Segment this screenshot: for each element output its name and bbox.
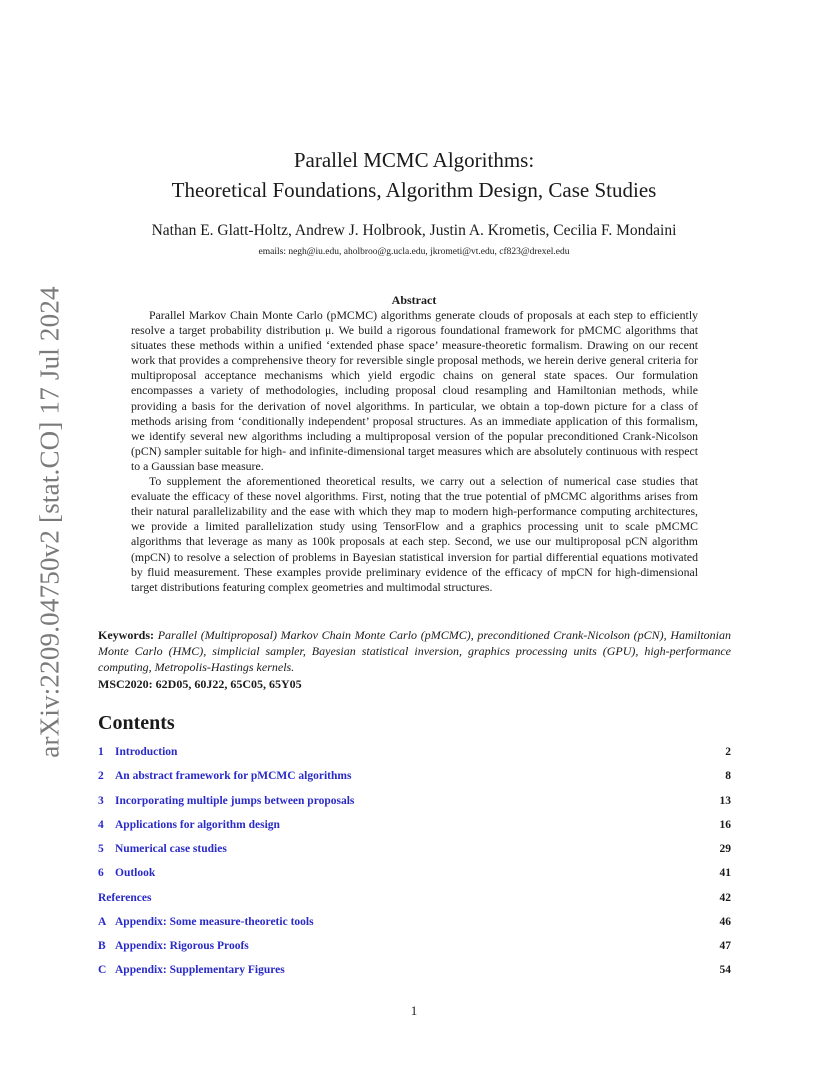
toc-page-number[interactable]: 29	[719, 843, 731, 855]
toc-page-number[interactable]: 13	[719, 795, 731, 807]
keywords-text: Parallel (Multiproposal) Markov Chain Monte Carlo (pMCMC), preconditioned Crank-Nicolson (pCN), Hamiltonian Monte Carlo (HMC), simplicial sampler, Bayesian statistical inversion, graphics processing units (GPU), high-performance computing, Metropolis-Hastings kernels.	[98, 628, 732, 674]
toc-entry-link[interactable]: References	[98, 892, 152, 904]
paper-title-line-2: Theoretical Foundations, Algorithm Design, Case Studies	[171, 178, 657, 202]
abstract-paragraph-2: To supplement the aforementioned theoretical results, we carry out a selection of numerical case studies that evaluate the efficacy of these novel algorithms. First, noting that the true potential of pMCMC algorithms arises from their natural parallelizability and the ease with which they map to modern high-performance computing architectures, we provide a limited parallelization study using TensorFlow and a graphics processing unit to scale pMCMC algorithms that leverage as many as 100k proposals at each step. Second, we use our multiproposal pCN algorithm (mpCN) to resolve a selection of problems in Bayesian statistical inversion for partial differential equations motivated by fluid measurement. These examples provide preliminary evidence of the efficacy of mpCN for high-dimensional target distributions featuring complex geometries and multimodal structures.	[131, 474, 698, 594]
toc-entry-introduction[interactable]	[98, 746, 731, 758]
toc-page-number[interactable]: 54	[719, 964, 731, 976]
toc-entry-link[interactable]: 2 An abstract framework for pMCMC algorithms	[98, 770, 352, 782]
keywords-label: Keywords:	[98, 628, 154, 642]
abstract-body	[131, 308, 698, 595]
toc-entry-link[interactable]: 5 Numerical case studies	[98, 843, 227, 855]
toc-page-number[interactable]: 2	[725, 746, 731, 758]
toc-entry-appendix-a[interactable]	[98, 916, 731, 928]
toc-entry-link[interactable]: 6 Outlook	[98, 867, 156, 879]
abstract-paragraph-1: Parallel Markov Chain Monte Carlo (pMCMC) algorithms generate clouds of proposals at each step to efficiently resolve a target probability distribution μ. We build a rigorous foundational framework for pMCMC algorithms that situates these methods within a unified ‘extended phase space’ measure-theoretic formalism. Drawing on our recent work that provides a comprehensive theory for reversible single proposal methods, we herein derive general criteria for multiproposal acceptance mechanisms which yield ergodic chains on general state spaces. Our formulation encompasses a variety of methodologies, including proposal cloud resampling and Hamiltonian methods, while providing a basis for the derivation of novel algorithms. In particular, we obtain a top-down picture for a class of methods arising from ‘conditionally independent’ proposal structures. As an immediate application of this formalism, we identify several new algorithms including a multiproposal version of the popular preconditioned Crank-Nicolson (pCN) sampler suitable for high- and infinite-dimensional target measures which are absolutely continuous with respect to a Gaussian base measure.	[131, 308, 698, 473]
page-number: 1	[410, 1003, 418, 1018]
arxiv-identifier: arXiv:2209.04750v2 [stat.CO] 17 Jul 2024	[34, 286, 65, 758]
keywords	[98, 627, 731, 675]
toc-page-number[interactable]: 47	[719, 940, 731, 952]
toc-page-number[interactable]: 16	[719, 819, 731, 831]
toc-entry-multiple-jumps[interactable]	[98, 795, 731, 807]
author-emails: emails: negh@iu.edu, aholbroo@g.ucla.edu, jkrometi@vt.edu, cf823@drexel.edu	[258, 247, 570, 257]
toc-entry-numerical-case-studies[interactable]	[98, 843, 731, 855]
toc-entry-abstract-framework[interactable]	[98, 770, 731, 782]
toc-entry-appendix-b[interactable]	[98, 940, 731, 952]
paper-title-line-1: Parallel MCMC Algorithms:	[293, 148, 535, 172]
msc-classification: MSC2020: 62D05, 60J22, 65C05, 65Y05	[98, 677, 302, 691]
toc-entry-appendix-c[interactable]	[98, 964, 731, 976]
toc-entry-link[interactable]: 4 Applications for algorithm design	[98, 819, 280, 831]
toc-page-number[interactable]: 46	[719, 916, 731, 928]
contents-heading: Contents	[98, 712, 175, 734]
toc-entry-link[interactable]: B Appendix: Rigorous Proofs	[98, 940, 249, 952]
authors: Nathan E. Glatt-Holtz, Andrew J. Holbrook, Justin A. Krometis, Cecilia F. Mondaini	[151, 222, 677, 239]
toc-entry-link[interactable]: C Appendix: Supplementary Figures	[98, 964, 285, 976]
toc-entry-outlook[interactable]	[98, 867, 731, 879]
toc-page-number[interactable]: 41	[719, 867, 731, 879]
abstract-heading: Abstract	[391, 293, 437, 307]
toc-entry-references[interactable]	[98, 892, 731, 904]
toc-entry-link[interactable]: 3 Incorporating multiple jumps between proposals	[98, 795, 355, 807]
toc-entry-link[interactable]: 1 Introduction	[98, 746, 178, 758]
toc-page-number[interactable]: 8	[725, 770, 731, 782]
toc-entry-link[interactable]: A Appendix: Some measure-theoretic tools	[98, 916, 314, 928]
toc-page-number[interactable]: 42	[719, 892, 731, 904]
toc-entry-applications[interactable]	[98, 819, 731, 831]
